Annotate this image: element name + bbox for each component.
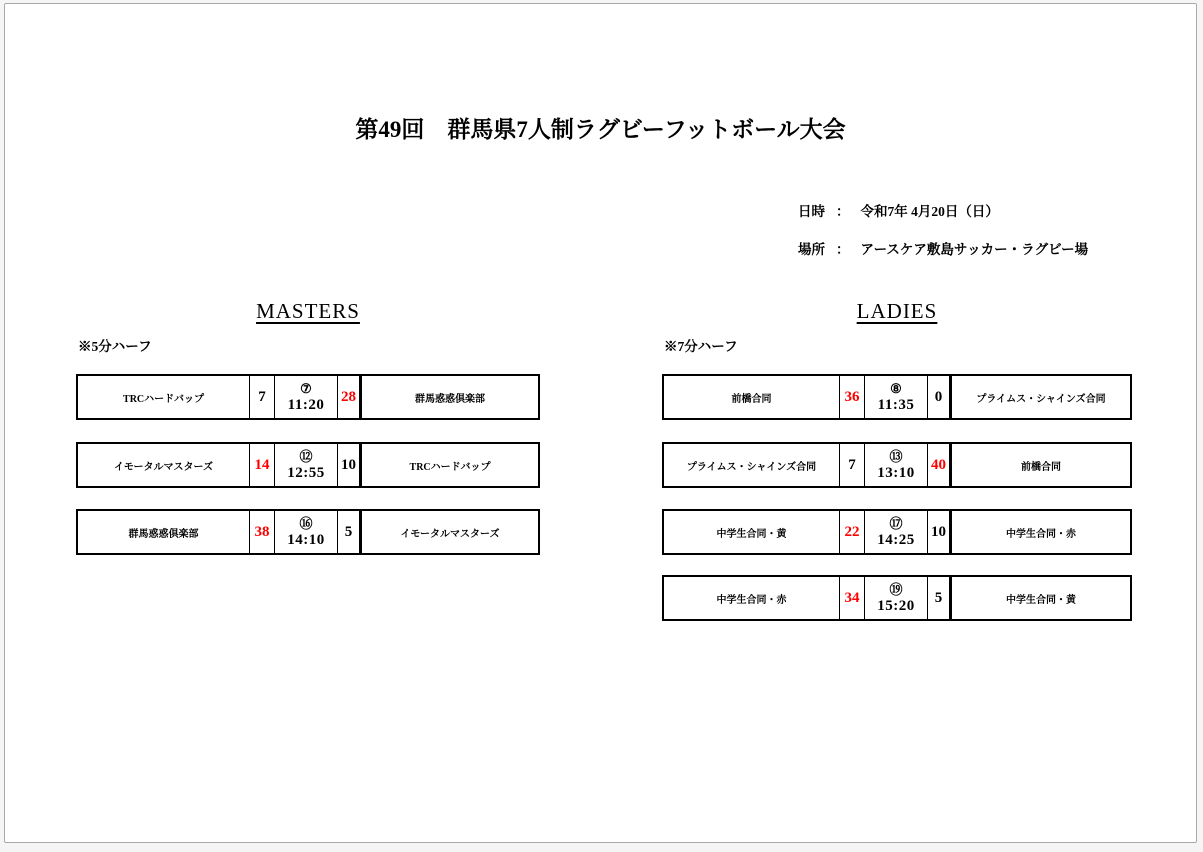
team2-name: 前橋合同 — [1021, 461, 1061, 473]
venue-colon: ： — [836, 242, 850, 257]
match-info — [865, 376, 928, 418]
team2-name: プライムス・シャインズ合同 — [976, 393, 1106, 405]
team1-score: 36 — [840, 376, 865, 418]
match-time: 14:10 — [287, 531, 325, 548]
match-info — [275, 376, 338, 418]
team1-name: 中学生合同・黄 — [664, 511, 840, 553]
team1-score: 14 — [250, 444, 275, 486]
match-number: ⑬ — [889, 449, 903, 465]
team1-name: TRCハードバップ — [78, 376, 250, 418]
section-ladies-note: ※7分ハーフ — [664, 339, 738, 354]
match-number: ⑰ — [889, 516, 903, 532]
match-info — [865, 577, 928, 619]
team2-name: TRCハードバップ — [409, 461, 491, 473]
section-ladies — [662, 299, 1132, 614]
venue-label: 場所 — [798, 242, 825, 257]
match-row — [76, 509, 540, 555]
date-label: 日時 — [798, 204, 825, 219]
team2-score: 28 — [338, 376, 362, 418]
match-info — [275, 444, 338, 486]
match-info — [865, 511, 928, 553]
match-number: ⑧ — [890, 381, 902, 397]
team2-score: 0 — [928, 376, 952, 418]
match-number: ⑯ — [299, 516, 313, 532]
team2-name: イモータルマスターズ — [400, 528, 500, 540]
event-venue-line — [798, 238, 1088, 258]
match-time: 13:10 — [877, 464, 915, 481]
team1-score: 7 — [250, 376, 275, 418]
team2-score: 5 — [928, 577, 952, 619]
match-row — [662, 509, 1132, 555]
match-time: 12:55 — [287, 464, 325, 481]
document-page — [4, 3, 1197, 843]
team2-score: 10 — [928, 511, 952, 553]
match-info — [865, 444, 928, 486]
team1-score: 22 — [840, 511, 865, 553]
team1-name: 群馬惑惑倶楽部 — [78, 511, 250, 553]
date-colon: ： — [836, 204, 850, 219]
team1-name: プライムス・シャインズ合同 — [664, 444, 840, 486]
match-row — [76, 442, 540, 488]
section-ladies-title: LADIES — [856, 299, 938, 323]
section-masters — [76, 299, 540, 548]
team1-name: 中学生合同・赤 — [664, 577, 840, 619]
section-masters-title: MASTERS — [256, 299, 360, 323]
team1-name: 前橋合同 — [664, 376, 840, 418]
page-title: 第49回 群馬県7人制ラグビーフットボール大会 — [355, 117, 846, 142]
team2-name: 群馬惑惑倶楽部 — [415, 393, 485, 405]
match-row — [662, 575, 1132, 621]
team1-name: イモータルマスターズ — [78, 444, 250, 486]
match-number: ⑦ — [300, 381, 312, 397]
event-info — [798, 200, 1088, 276]
team1-score: 38 — [250, 511, 275, 553]
team2-score: 5 — [338, 511, 362, 553]
match-row — [76, 374, 540, 420]
team1-score: 7 — [840, 444, 865, 486]
match-number: ⑲ — [889, 582, 903, 598]
match-time: 11:20 — [287, 396, 325, 413]
match-row — [662, 374, 1132, 420]
match-info — [275, 511, 338, 553]
team2-name: 中学生合同・黄 — [1006, 594, 1076, 606]
team2-score: 10 — [338, 444, 362, 486]
match-row — [662, 442, 1132, 488]
venue-value: アースケア敷島サッカー・ラグビー場 — [860, 242, 1089, 257]
team2-score: 40 — [928, 444, 952, 486]
team2-name: 中学生合同・赤 — [1006, 528, 1076, 540]
match-time: 15:20 — [877, 597, 915, 614]
section-masters-note: ※5分ハーフ — [78, 339, 152, 354]
match-time: 14:25 — [877, 531, 915, 548]
date-value: 令和7年 4月20日（日） — [860, 204, 999, 219]
match-number: ⑫ — [299, 449, 313, 465]
event-date-line — [798, 200, 1088, 220]
match-time: 11:35 — [877, 396, 915, 413]
team1-score: 34 — [840, 577, 865, 619]
